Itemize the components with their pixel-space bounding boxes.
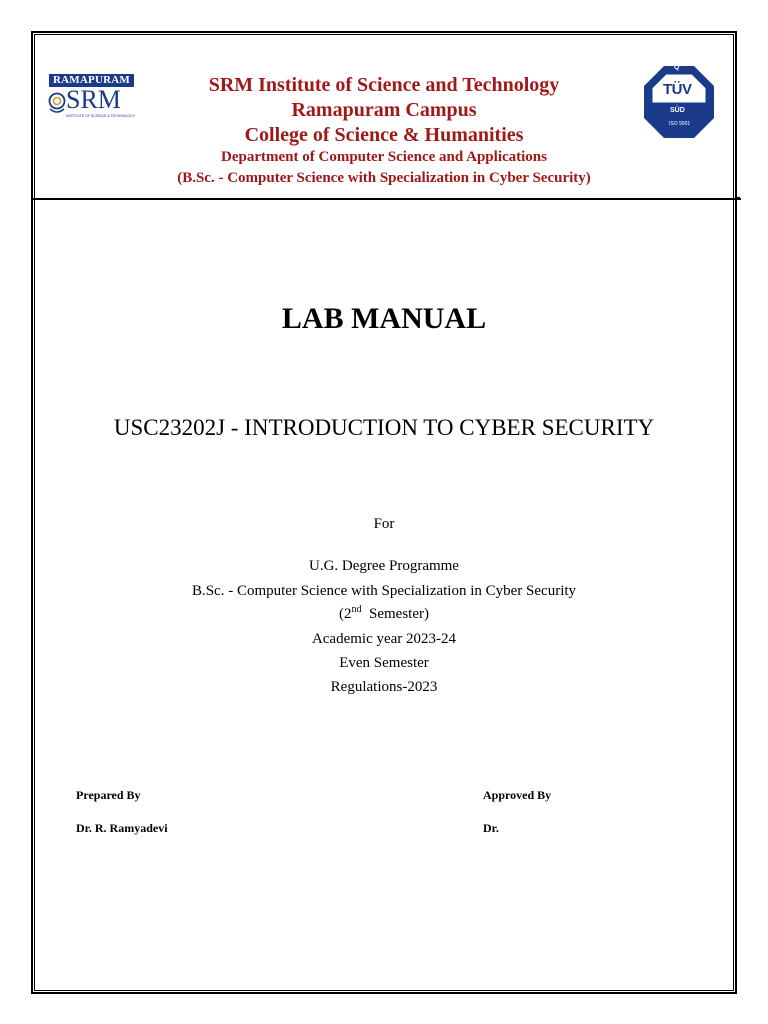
srm-tagline: INSTITUTE OF SCIENCE & TECHNOLOGY bbox=[66, 114, 136, 118]
header-divider bbox=[31, 198, 741, 200]
tuv-q-letter: Q bbox=[674, 64, 680, 71]
header-divider-end bbox=[737, 197, 740, 200]
campus-name: Ramapuram Campus bbox=[291, 99, 477, 121]
programme-name: (B.Sc. - Computer Science with Specialization in Cyber Security) bbox=[177, 170, 591, 186]
college-name: College of Science & Humanities bbox=[244, 124, 524, 146]
srm-wordmark: SRM bbox=[66, 85, 121, 114]
prepared-by-name: Dr. R. Ramyadevi bbox=[76, 821, 168, 835]
regulations-line: Regulations-2023 bbox=[330, 679, 438, 695]
course-title: USC23202J - INTRODUCTION TO CYBER SECURITY bbox=[113, 415, 655, 440]
approved-by-name: Dr. bbox=[483, 821, 499, 835]
document-title: LAB MANUAL bbox=[281, 302, 487, 335]
term-line: Even Semester bbox=[339, 655, 429, 671]
tuv-mark: TÜV bbox=[663, 81, 692, 98]
srm-logo-banner: RAMAPURAM bbox=[49, 74, 134, 87]
semester-line bbox=[0, 605, 768, 623]
programme-line: B.Sc. - Computer Science with Specialization in Cyber Security bbox=[191, 583, 577, 599]
academic-year-line: Academic year 2023-24 bbox=[311, 631, 457, 647]
degree-line: U.G. Degree Programme bbox=[309, 558, 459, 574]
department-name: Department of Computer Science and Applications bbox=[221, 149, 547, 165]
tuv-sud: SÜD bbox=[670, 107, 685, 114]
semester-open: (2 bbox=[339, 606, 352, 622]
approved-by-label: Approved By bbox=[483, 788, 552, 802]
semester-suffix: nd bbox=[351, 604, 362, 615]
prepared-by-label: Prepared By bbox=[76, 788, 141, 802]
semester-close: Semester) bbox=[361, 606, 429, 622]
for-label: For bbox=[373, 516, 395, 532]
institute-name: SRM Institute of Science and Technology bbox=[208, 74, 560, 96]
tuv-iso: ISO 9001 bbox=[669, 121, 691, 127]
